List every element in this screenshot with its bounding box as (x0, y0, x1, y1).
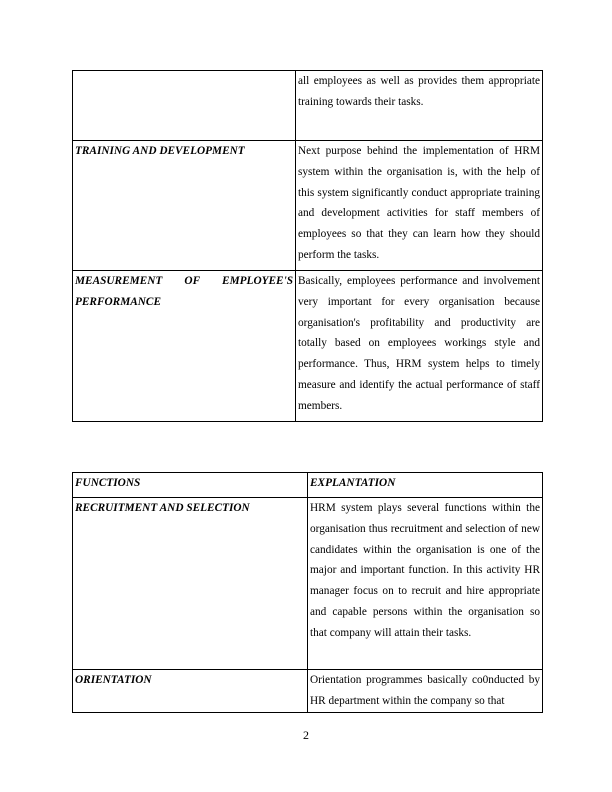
row-text-training-continuation: all employees as well as provides them appropriate training towards their tasks. (296, 71, 543, 141)
row-text-recruitment-and-selection: HRM system plays several functions within the organisation thus recruitment and selection of new candidates within the organisation is one of the major and important function. In this activity HR manager focus on to recruit and hire appropriate and capable persons within the organisation so that company will attain their tasks. (308, 498, 543, 670)
row-text-measurement-of-performance: Basically, employees performance and involvement very important for every organisation because organisation's profitability and productivity are totally based on employees workings style and performance. Thus, HRM system helps to timely measure and identify the actual performance of staff members. (296, 271, 543, 422)
table-row (73, 141, 543, 271)
row-text-training-and-development: Next purpose behind the implementation of HRM system within the organisation is, with the help of this system significantly conduct appropriate training and development activities for staff members of employees so that they can learn how they should perform the tasks. (296, 141, 543, 271)
column-header-explantation: EXPLANTATION (308, 473, 543, 498)
column-header-functions: FUNCTIONS (73, 473, 308, 498)
table-row (73, 670, 543, 713)
row-heading-training-and-development: TRAINING AND DEVELOPMENT (73, 141, 296, 271)
functions-table (72, 472, 543, 713)
purpose-table (72, 70, 543, 422)
row-heading-empty (73, 71, 296, 141)
row-heading-measurement-of-performance: MEASUREMENT OF EMPLOYEE'S PERFORMANCE (73, 271, 296, 422)
table-row (73, 271, 543, 422)
page-number: 2 (303, 728, 309, 742)
table-header-row (73, 473, 543, 498)
table-row (73, 498, 543, 670)
row-text-orientation: Orientation programmes basically co0nducted by HR department within the company so that (308, 670, 543, 713)
row-heading-orientation: ORIENTATION (73, 670, 308, 713)
row-heading-recruitment-and-selection: RECRUITMENT AND SELECTION (73, 498, 308, 670)
table-row (73, 71, 543, 141)
